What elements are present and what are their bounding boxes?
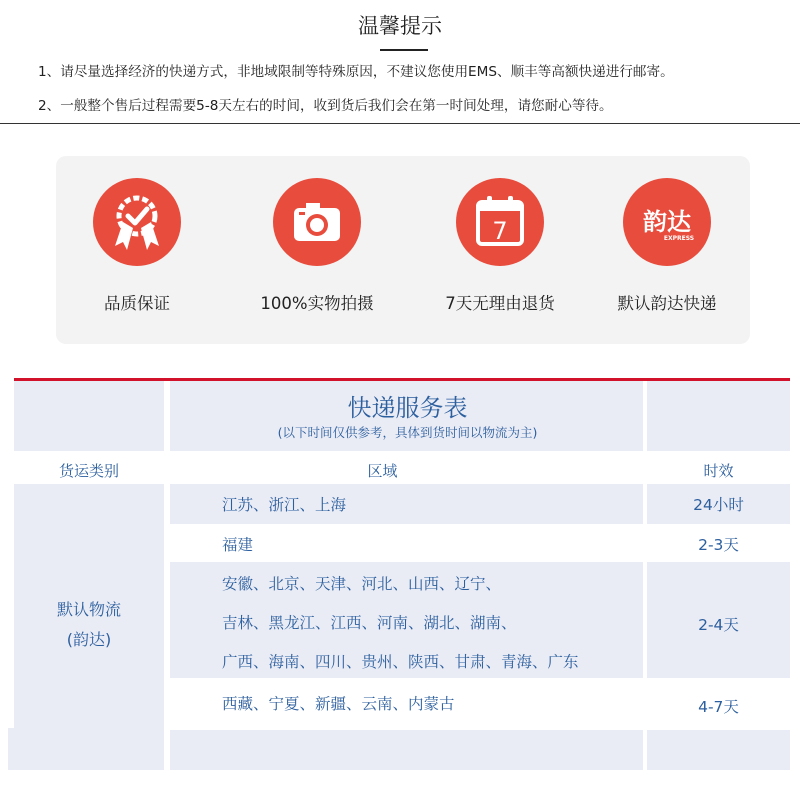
header-category: 货运类别 [58,462,119,480]
feature-real-photo [242,178,392,318]
title-underline [380,49,428,51]
feature-quality [62,178,212,318]
notice-divider [0,123,800,124]
category-carrier: (韵达) [66,630,112,649]
header-time: 时效 [703,462,734,480]
region-text: 西藏、宁夏、新疆、云南、内蒙古 [222,695,455,713]
region-text: 吉林、黑龙江、江西、河南、湖北、湖南、 [222,614,517,632]
region-text: 安徽、北京、天津、河北、山西、辽宁、 [222,575,502,593]
feature-label: 7天无理由退货 [445,294,555,313]
quality-ribbon-icon [93,178,181,266]
time-value: 2-4天 [698,616,739,634]
feature-7day-return [425,178,575,318]
table-row-empty [170,730,643,770]
camera-icon [273,178,361,266]
notice-line-2: 2、一般整个售后过程需要5-8天左右的时间，收到货后我们会在第一时间处理，请您耐心等待。 [38,98,613,114]
feature-label: 100%实物拍摄 [260,294,374,313]
time-value: 4-7天 [698,698,739,716]
svg-text:韵达: 韵达 [643,208,691,236]
table-subtitle: (以下时间仅供参考，具体到货时间以物流为主) [277,425,538,440]
table-title: 快递服务表 [347,394,468,422]
svg-text:7: 7 [492,217,508,245]
region-text: 广西、海南、四川、贵州、陕西、甘肃、青海、广东 [222,653,579,671]
time-value: 2-3天 [698,536,739,554]
feature-default-yunda [592,178,742,318]
feature-label: 品质保证 [104,294,170,313]
header-region: 区域 [367,462,398,480]
calendar-7-icon [456,178,544,266]
notice-line-1: 1、请尽量选择经济的快递方式，非地域限制等特殊原因，不建议您使用EMS、顺丰等高额快递进行邮寄。 [38,64,674,80]
yunda-express-logo [623,178,711,266]
region-text: 江苏、浙江、上海 [222,496,347,514]
notice-title: 温馨提示 [358,14,442,38]
svg-text:EXPRESS: EXPRESS [663,235,695,242]
feature-label: 默认韵达快递 [617,294,717,313]
region-text: 福建 [222,536,254,554]
category-name: 默认物流 [56,600,121,619]
time-value: 24小时 [693,496,744,514]
